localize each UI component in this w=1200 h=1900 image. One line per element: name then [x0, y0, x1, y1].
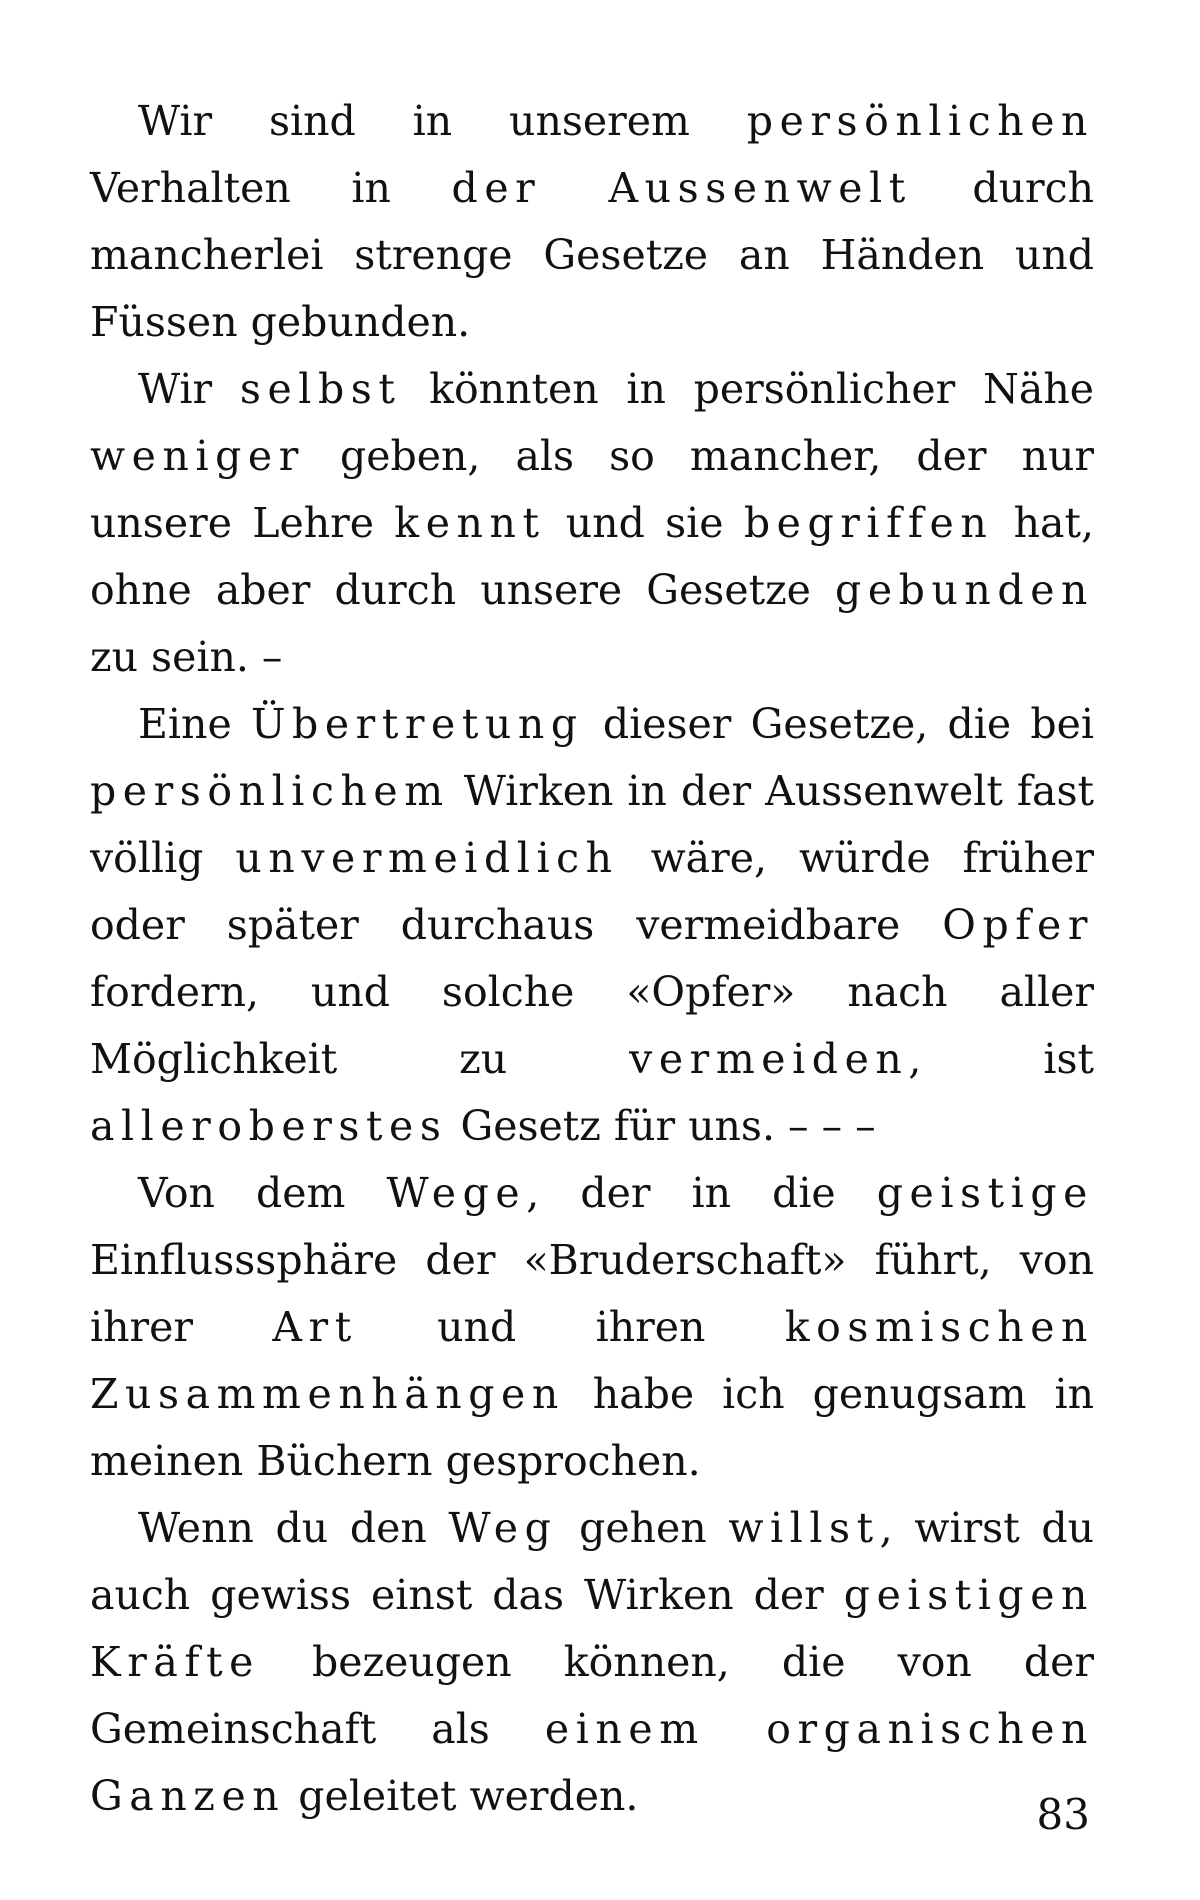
spaced-emphasis: gebunden	[835, 566, 1094, 614]
paragraph-1: Wir sind in unserem persönlichen Verhalten in der Aussenwelt durch mancherlei strenge Gesetze an Händen und Füssen gebunden.	[90, 97, 1095, 346]
spaced-emphasis: unvermeidlich	[235, 834, 619, 882]
spaced-emphasis: persönlichem	[90, 767, 450, 815]
spaced-emphasis: kennt	[394, 499, 546, 547]
spaced-emphasis: alleroberstes	[90, 1102, 448, 1150]
spaced-emphasis: Opfer	[942, 901, 1094, 949]
paragraph-3: Eine Übertretung dieser Gesetze, die bei persönlichem Wirken in der Aussenwelt fast völlig unvermeidlich wäre, würde früher oder später durchaus vermeidbare Opfer fordern, und solche «Opfer» nach aller Möglichkeit zu vermeiden, ist alleroberstes Gesetz für uns. – – –	[90, 700, 1095, 1150]
spaced-emphasis: einem organischen Ganzen	[90, 1705, 1095, 1820]
spaced-emphasis: der Aussenwelt	[451, 164, 912, 212]
spaced-emphasis: Übertretung	[250, 700, 584, 748]
spaced-emphasis: begriffen	[743, 499, 994, 547]
page-number: 83	[1036, 1790, 1090, 1839]
body-text	[90, 88, 1094, 1830]
spaced-emphasis: Art	[272, 1303, 358, 1351]
spaced-emphasis: willst	[728, 1504, 880, 1552]
spaced-emphasis: geistige	[876, 1169, 1094, 1217]
paragraph-2: Wir selbst könnten in persönlicher Nähe weniger geben, als so mancher, der nur unsere Lehre kennt und sie begriffen hat, ohne aber durch unsere Gesetze gebunden zu sein. –	[90, 365, 1094, 681]
paragraph-4: Von dem Wege, der in die geistige Einflusssphäre der «Bruderschaft» führt, von ihrer Art und ihren kosmischen Zusammenhängen habe ich genugsam in meinen Büchern gesprochen.	[90, 1169, 1094, 1485]
paragraph-5: Wenn du den Weg gehen willst, wirst du auch gewiss einst das Wirken der geistigen Kräfte bezeugen können, die von der Gemeinschaft als einem organischen Ganzen geleitet werden.	[90, 1504, 1095, 1820]
spaced-emphasis: selbst	[239, 365, 402, 413]
spaced-emphasis: Wege	[386, 1169, 527, 1217]
spaced-emphasis: weniger	[90, 432, 305, 480]
spaced-emphasis: Weg	[448, 1504, 558, 1552]
spaced-emphasis: vermeiden	[629, 1035, 909, 1083]
spaced-emphasis: kosmischen Zusammenhängen	[90, 1303, 1094, 1418]
spaced-emphasis: persönlichen	[746, 97, 1094, 145]
spaced-emphasis: geistigen Kräfte	[90, 1571, 1094, 1686]
